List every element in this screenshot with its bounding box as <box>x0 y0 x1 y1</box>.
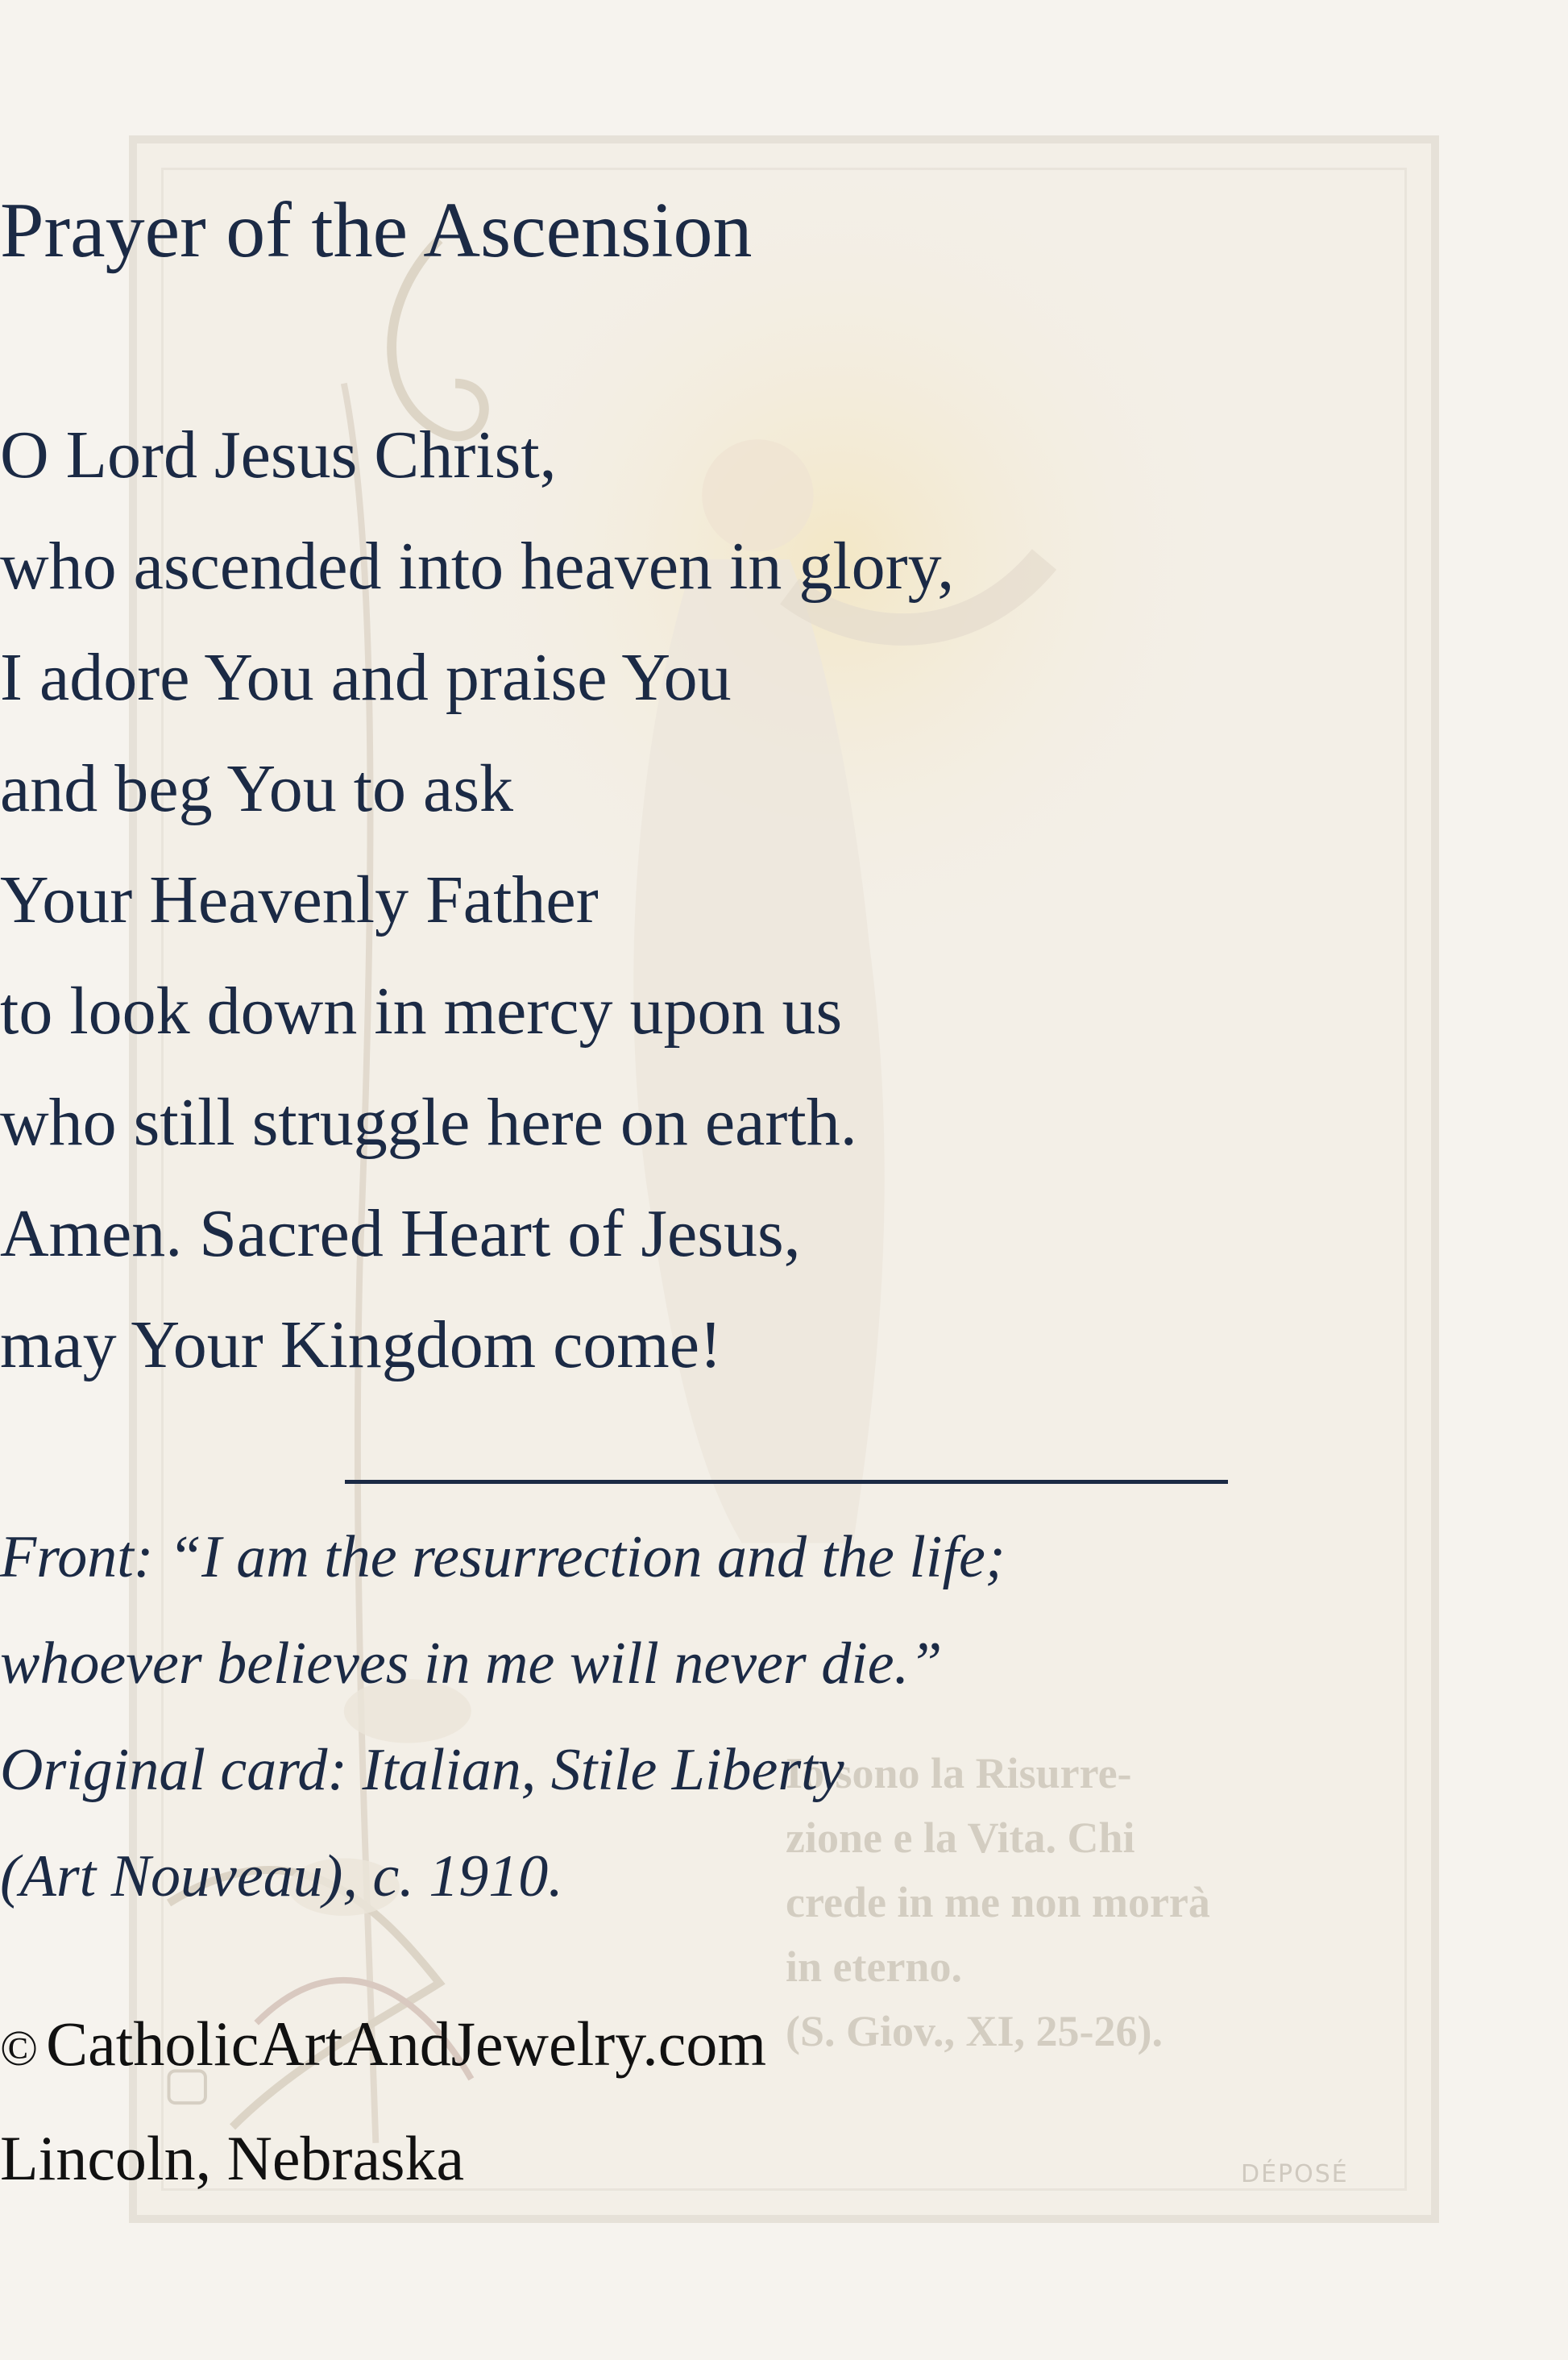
depose-mark: DÉPOSÉ <box>1241 2160 1349 2188</box>
section-divider <box>345 1480 1228 1484</box>
card-notes <box>0 1504 1568 1930</box>
prayer-line: Amen. Sacred Heart of Jesus, <box>0 1196 801 1271</box>
prayer-line: Your Heavenly Father <box>0 862 599 937</box>
prayer-title: Prayer of the Ascension <box>0 187 753 274</box>
prayer-text <box>0 400 1568 1401</box>
prayer-line: who ascended into heaven in glory, <box>0 529 955 604</box>
notes-line: Front: “I am the resurrection and the life; <box>0 1524 1006 1590</box>
copyright-site: CatholicArtAndJewelry.com <box>46 2009 766 2079</box>
prayer-line: O Lord Jesus Christ, <box>0 418 557 492</box>
background-italian-inscription: Io sono la Risurre- zione e la Vita. Chi crede in me non morrà in eterno. (S. Giov., XI, 25-26). <box>786 1749 1210 2055</box>
location-line: Lincoln, Nebraska <box>0 2123 465 2193</box>
notes-line: whoever believes in me will never die.” <box>0 1631 943 1697</box>
notes-line: (Art Nouveau), c. 1910. <box>0 1843 563 1909</box>
prayer-line: who still struggle here on earth. <box>0 1085 857 1160</box>
prayer-line: and beg You to ask <box>0 751 514 826</box>
prayer-line: I adore You and praise You <box>0 640 732 715</box>
prayer-line: to look down in mercy upon us <box>0 974 843 1049</box>
copyright-symbol: © <box>0 2021 39 2076</box>
copyright-line <box>0 1996 1568 2097</box>
notes-line: Original card: Italian, Stile Liberty <box>0 1737 844 1803</box>
prayer-line: may Your Kingdom come! <box>0 1307 722 1382</box>
